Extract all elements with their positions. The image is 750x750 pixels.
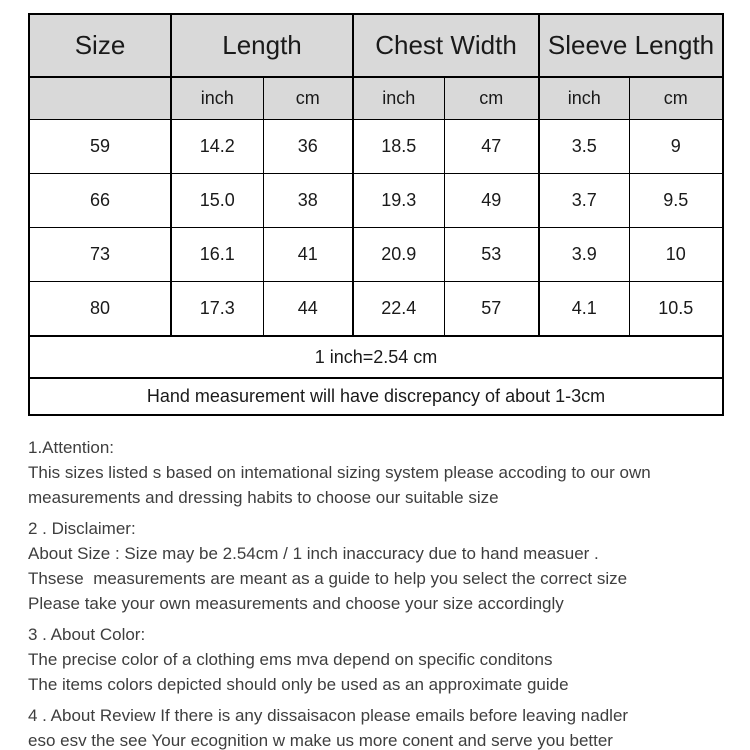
size-chart-table [28, 13, 724, 416]
measurement-cell: 36 [263, 120, 353, 174]
note-line: This sizes listed s based on intemational sizing system please accoding to our own [28, 463, 651, 482]
measurement-cell: 22.4 [353, 282, 444, 337]
note-line: Please take your own measurements and choose your size accordingly [28, 594, 564, 613]
col-header-length: Length [171, 14, 353, 77]
measurement-cell: 17.3 [171, 282, 263, 337]
unit-cell-chest-inch: inch [353, 77, 444, 120]
table-row [29, 228, 723, 282]
note-heading: 2 . Disclaimer: [28, 519, 136, 538]
table-row [29, 282, 723, 337]
note-line: 4 . About Review If there is any dissaisacon please emails before leaving nadler [28, 706, 629, 725]
col-header-size: Size [29, 14, 171, 77]
measurement-cell: 3.9 [539, 228, 629, 282]
note-line: measurements and dressing habits to choose our suitable size [28, 488, 499, 507]
measurement-cell: 9 [629, 120, 723, 174]
note-line: About Size : Size may be 2.54cm / 1 inch inaccuracy due to hand measuer . [28, 544, 599, 563]
measurement-cell: 10.5 [629, 282, 723, 337]
size-cell: 80 [29, 282, 171, 337]
measurement-cell: 15.0 [171, 174, 263, 228]
measurement-cell: 16.1 [171, 228, 263, 282]
measurement-cell: 10 [629, 228, 723, 282]
measurement-cell: 3.7 [539, 174, 629, 228]
size-cell: 59 [29, 120, 171, 174]
col-header-sleeve-length: Sleeve Length [539, 14, 723, 77]
size-cell: 73 [29, 228, 171, 282]
measurement-cell: 14.2 [171, 120, 263, 174]
note-line: Thsese measurements are meant as a guide to help you select the correct size [28, 569, 628, 588]
inch-conversion-note: 1 inch=2.54 cm [29, 336, 723, 378]
measurement-cell: 9.5 [629, 174, 723, 228]
note-heading: 3 . About Color: [28, 625, 146, 644]
measurement-cell: 49 [444, 174, 539, 228]
table-footnote-row [29, 378, 723, 415]
unit-cell-empty [29, 77, 171, 120]
note-section-attention [28, 435, 722, 510]
unit-cell-sleeve-cm: cm [629, 77, 723, 120]
note-section-disclaimer [28, 516, 722, 616]
note-line: eso esv the see Your ecognition w make us more conent and serve you better [28, 731, 613, 750]
measurement-cell: 18.5 [353, 120, 444, 174]
measurement-cell: 41 [263, 228, 353, 282]
measurement-cell: 47 [444, 120, 539, 174]
unit-cell-length-inch: inch [171, 77, 263, 120]
notes-block [28, 435, 722, 750]
measurement-cell: 20.9 [353, 228, 444, 282]
unit-cell-chest-cm: cm [444, 77, 539, 120]
hand-measurement-note: Hand measurement will have discrepancy of about 1-3cm [29, 378, 723, 415]
unit-cell-sleeve-inch: inch [539, 77, 629, 120]
measurement-cell: 19.3 [353, 174, 444, 228]
measurement-cell: 57 [444, 282, 539, 337]
table-footnote-row [29, 336, 723, 378]
table-row [29, 120, 723, 174]
measurement-cell: 4.1 [539, 282, 629, 337]
measurement-cell: 38 [263, 174, 353, 228]
measurement-cell: 3.5 [539, 120, 629, 174]
table-unit-row [29, 77, 723, 120]
note-line: The items colors depicted should only be used as an approximate guide [28, 675, 569, 694]
note-heading: 1.Attention: [28, 438, 115, 457]
size-cell: 66 [29, 174, 171, 228]
note-section-color [28, 622, 722, 697]
unit-cell-length-cm: cm [263, 77, 353, 120]
note-line: The precise color of a clothing ems mva depend on specific conditons [28, 650, 553, 669]
measurement-cell: 44 [263, 282, 353, 337]
table-header-row [29, 14, 723, 77]
measurement-cell: 53 [444, 228, 539, 282]
col-header-chest-width: Chest Width [353, 14, 539, 77]
note-section-review [28, 703, 722, 750]
table-row [29, 174, 723, 228]
